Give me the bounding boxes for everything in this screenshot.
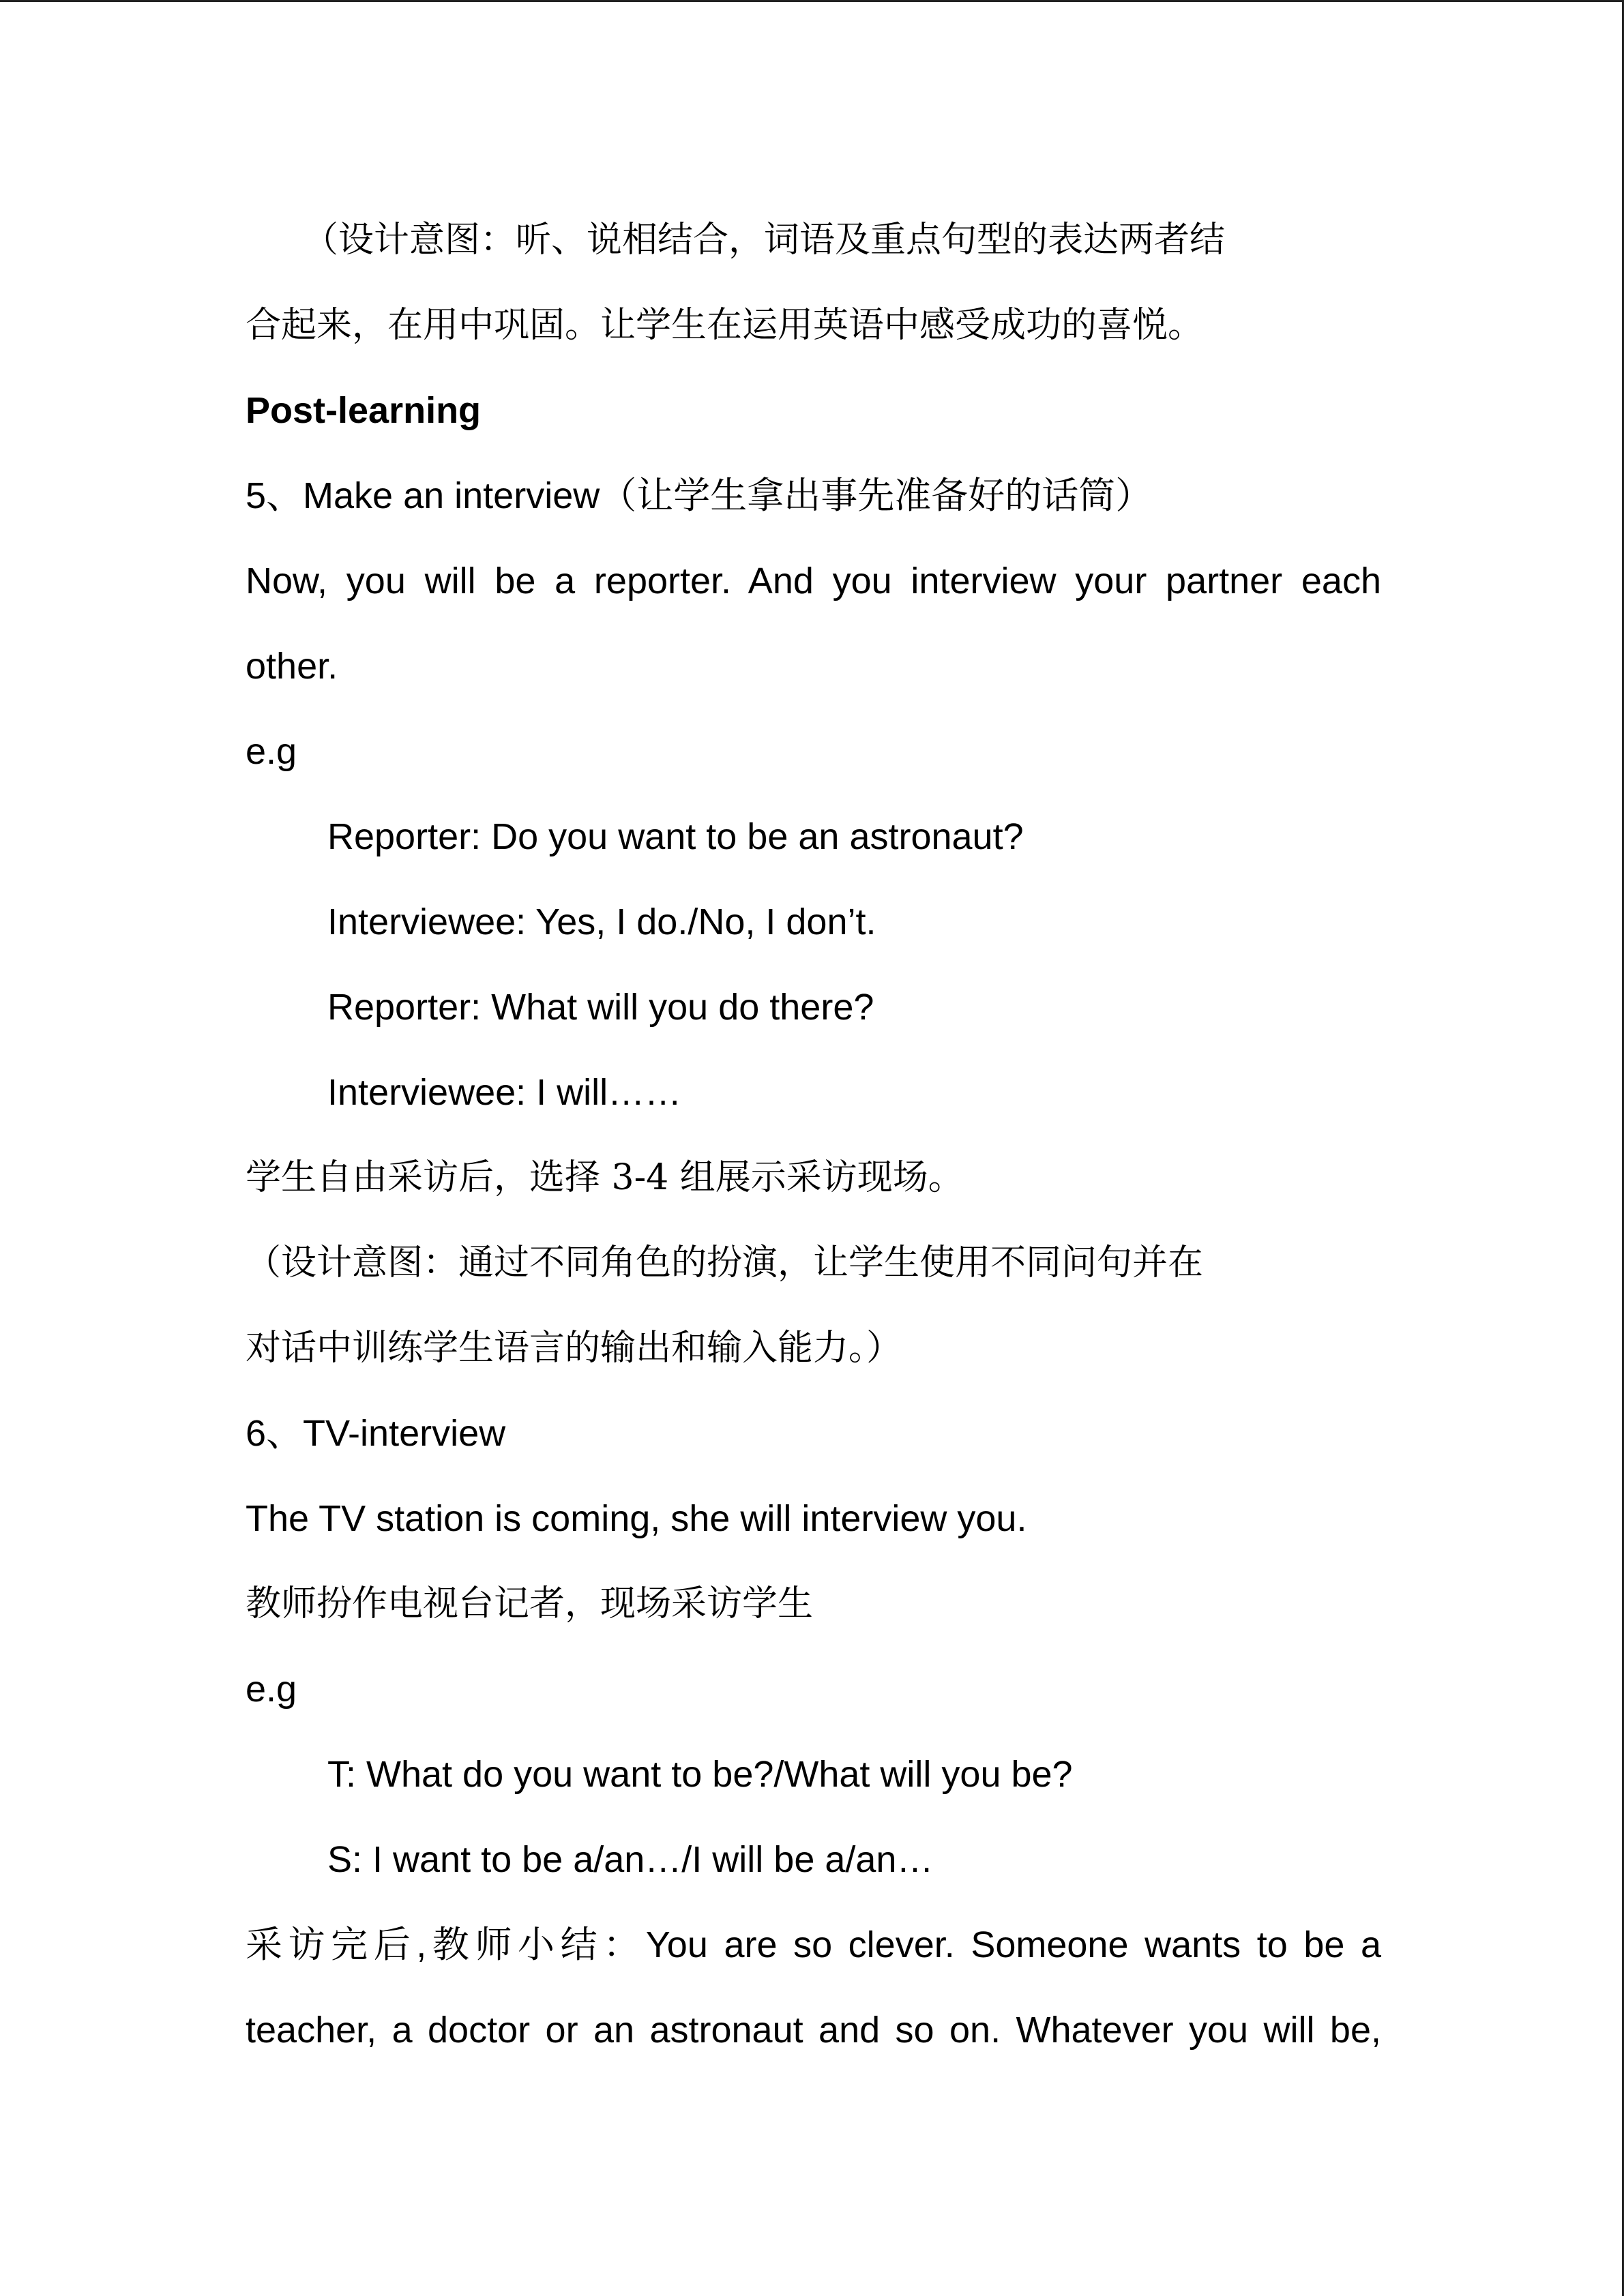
design-intent-2-line-2: 对话中训练学生语言的输出和输入能力。） bbox=[246, 1328, 902, 1369]
design-intent-2-line-1: （设计意图：通过不同角色的扮演，让学生使用不同问句并在 bbox=[246, 1242, 1204, 1283]
summary-line-1: 采访完后,教师小结：You are so clever. Someone wants to be a bbox=[246, 1924, 1381, 1965]
step-5-instruction-line-2: other. bbox=[246, 646, 338, 687]
dialogue-line: T: What do you want to be?/What will you be? bbox=[327, 1754, 1073, 1795]
example-label: e.g bbox=[246, 731, 297, 772]
summary-line-2: teacher, a doctor or an astronaut and so on. Whatever you will be, bbox=[246, 2010, 1381, 2051]
dialogue-line: Reporter: What will you do there? bbox=[327, 987, 874, 1028]
dialogue-line: Interviewee: Yes, I do./No, I don’t. bbox=[327, 901, 876, 942]
step-5-instruction-line-1: Now, you will be a reporter. And you interview your partner each bbox=[246, 561, 1381, 601]
example-label: e.g bbox=[246, 1669, 297, 1710]
dialogue-line: Interviewee: I will…… bbox=[327, 1072, 682, 1113]
dialogue-line: Reporter: Do you want to be an astronaut? bbox=[327, 816, 1024, 857]
step-6-title: 6、TV-interview bbox=[246, 1413, 506, 1454]
design-intent-line-1: （设计意图：听、说相结合，词语及重点句型的表达两者结 bbox=[303, 220, 1226, 260]
section-heading-post-learning: Post-learning bbox=[246, 390, 482, 431]
dialogue-line: S: I want to be a/an…/I will be a/an… bbox=[327, 1839, 934, 1880]
design-intent-line-2: 合起来，在用中巩固。让学生在运用英语中感受成功的喜悦。 bbox=[246, 305, 1204, 346]
activity-note: 学生自由采访后，选择 3-4 组展示采访现场。 bbox=[246, 1157, 964, 1198]
step-6-instruction: The TV station is coming, she will interview you. bbox=[246, 1498, 1027, 1539]
document-page bbox=[246, 0, 1381, 2296]
teacher-activity-note: 教师扮作电视台记者，现场采访学生 bbox=[246, 1583, 814, 1624]
step-5-title: 5、Make an interview（让学生拿出事先准备好的话筒） bbox=[246, 475, 1153, 516]
